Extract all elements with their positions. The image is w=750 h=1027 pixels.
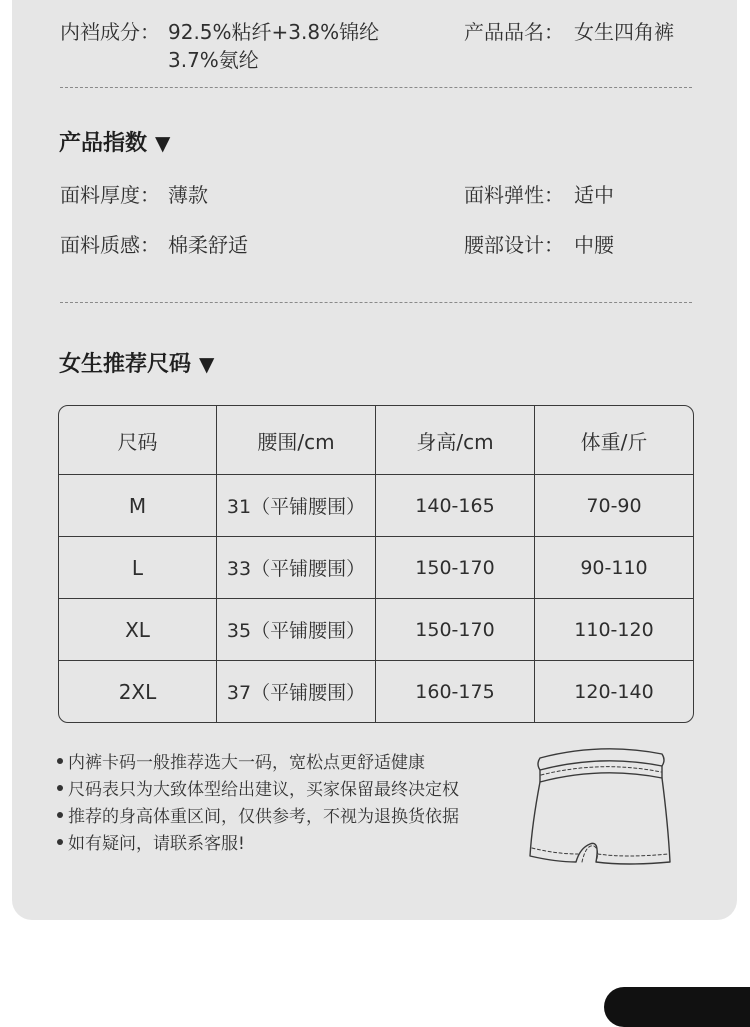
list-item (57, 777, 459, 804)
table-row (59, 661, 693, 722)
elasticity-value: 适中 (574, 183, 614, 207)
weight-cell: 120-140 (574, 680, 654, 703)
height-cell: 140-165 (376, 475, 535, 537)
lining-value-line2: 3.7%氨纶 (168, 48, 259, 72)
waist-cell: 35（平铺腰围） (217, 599, 376, 661)
table-header-cell: 体重/斤 (535, 406, 693, 475)
product-name-value: 女生四角裤 (574, 20, 674, 44)
boxer-briefs-icon (526, 744, 678, 874)
size-section-title (59, 347, 214, 378)
bullet-icon (57, 812, 63, 818)
height-cell: 160-175 (376, 661, 535, 722)
height-cell: 150-170 (376, 599, 535, 661)
divider (60, 302, 692, 303)
table-header-cell: 腰围/cm (217, 406, 376, 475)
weight-cell: 70-90 (535, 475, 693, 537)
lining-value-line1: 92.5%粘纤+3.8%锦纶 (168, 20, 380, 44)
list-item (57, 750, 459, 777)
bullet-icon (57, 839, 63, 845)
waist-cell: 37（平铺腰围） (217, 661, 376, 722)
notes-list (57, 750, 459, 858)
thickness-label: 面料厚度： (60, 183, 160, 207)
triangle-down-icon: ▼ (155, 131, 171, 155)
size-section-title-text: 女生推荐尺码 (59, 352, 192, 377)
bullet-icon (57, 785, 63, 791)
size-table (58, 405, 694, 723)
texture-value: 棉柔舒适 (168, 233, 248, 257)
thickness-value: 薄款 (168, 183, 208, 207)
size-cell: 2XL (59, 661, 217, 722)
table-header-cell: 身高/cm (376, 406, 535, 475)
weight-cell: 90-110 (535, 537, 693, 599)
product-index-title (59, 126, 170, 157)
list-item (57, 831, 459, 858)
note-text: 尺码表只为大致体型给出建议，买家保留最终决定权 (68, 780, 459, 800)
note-text: 内裤卡码一般推荐选大一码，宽松点更舒适健康 (68, 753, 425, 773)
waist-design-label: 腰部设计： (464, 233, 564, 257)
table-row (59, 599, 693, 661)
waist-design-value: 中腰 (574, 233, 614, 257)
height-cell: 150-170 (376, 537, 535, 599)
table-header-cell: 尺码 (59, 406, 217, 475)
table-row (59, 537, 693, 599)
product-index-title-text: 产品指数 (59, 131, 148, 156)
triangle-down-icon: ▼ (199, 352, 215, 376)
lining-label: 内裆成分： (60, 20, 160, 44)
elasticity-label: 面料弹性： (464, 183, 564, 207)
size-cell: L (59, 537, 217, 599)
waist-cell: 33（平铺腰围） (217, 537, 376, 599)
texture-label: 面料质感： (60, 233, 160, 257)
list-item (57, 804, 459, 831)
waist-cell: 31（平铺腰围） (217, 475, 376, 537)
note-text: 推荐的身高体重区间，仅供参考，不视为退换货依据 (68, 807, 459, 827)
weight-cell: 110-120 (535, 599, 693, 661)
divider (60, 87, 692, 88)
size-cell: M (59, 475, 217, 537)
table-row (59, 475, 693, 537)
table-header-row (59, 406, 693, 475)
bullet-icon (57, 758, 63, 764)
note-text: 如有疑问，请联系客服! (68, 834, 245, 854)
next-section-badge (604, 987, 750, 1027)
product-name-label: 产品品名： (464, 20, 564, 44)
size-cell: XL (59, 599, 217, 661)
